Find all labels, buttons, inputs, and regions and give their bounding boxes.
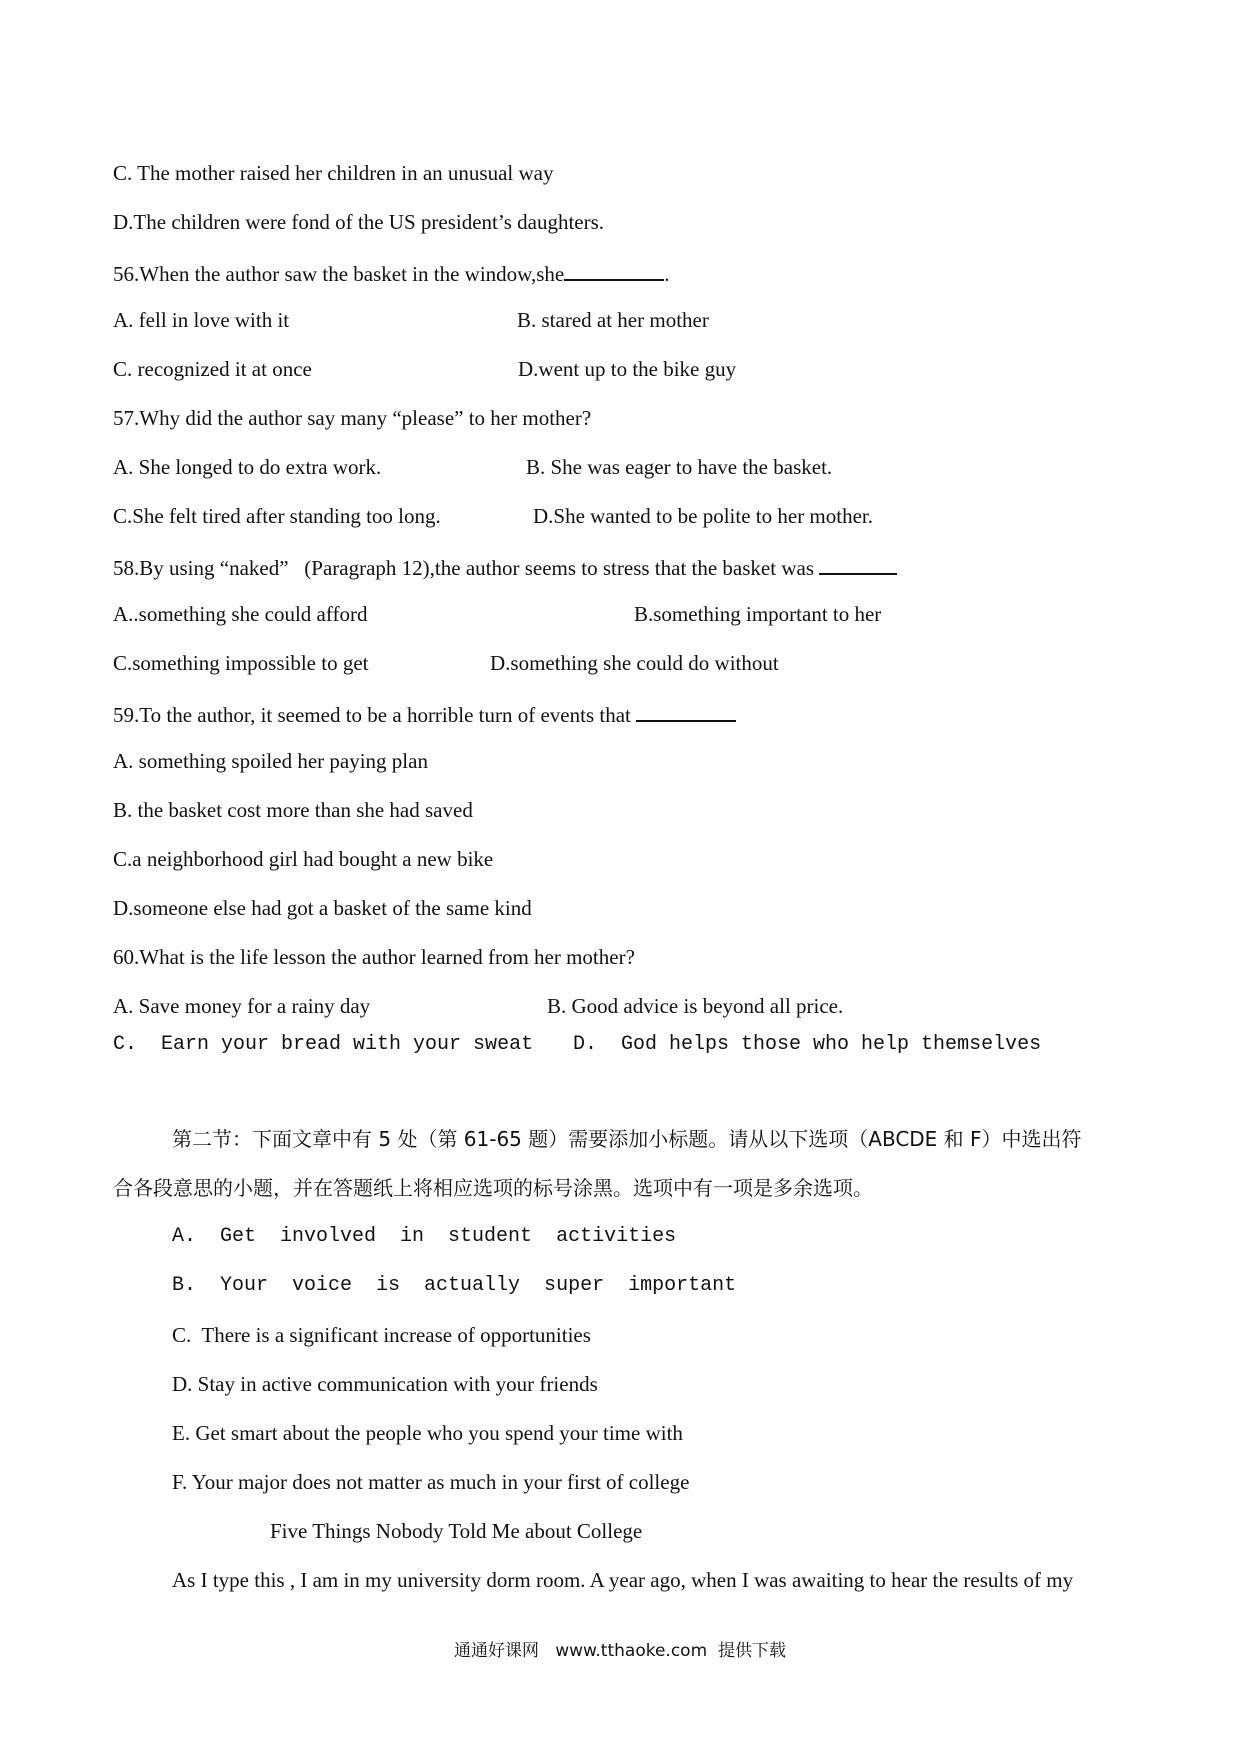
q58-stem-text: 58.By using “naked” (Paragraph 12),the author seems to stress that the basket was — [113, 556, 814, 580]
passage-paragraph-1: As I type this , I am in my university dorm room. A year ago, when I was awaiting to hear the results of my — [172, 1568, 1074, 1592]
page-footer: 通通好课网 www.tthaoke.com 提供下载 — [454, 1641, 786, 1661]
q57-option-b: B. She was eager to have the basket. — [526, 455, 833, 479]
q59-option-a: A. something spoiled her paying plan — [113, 749, 428, 773]
q56-stem-text: 56.When the author saw the basket in the window,she — [113, 262, 565, 286]
q57-stem: 57.Why did the author say many “please” to her mother? — [113, 406, 592, 430]
q55-option-d: D.The children were fond of the US president’s daughters. — [113, 210, 605, 234]
q59-answer-blank — [636, 702, 736, 722]
section2-instruction-line1: 第二节：下面文章中有 5 处（第 61-65 题）需要添加小标题。请从以下选项（ABCDE 和 F）中选出符 — [172, 1127, 1082, 1151]
q60-option-d: D. God helps those who help themselves — [573, 1033, 1042, 1056]
q56-option-a: A. fell in love with it — [113, 308, 290, 332]
q56-option-c: C. recognized it at once — [113, 357, 312, 381]
q56-stem — [113, 261, 669, 285]
q59-option-d: D.someone else had got a basket of the same kind — [113, 896, 532, 920]
q59-option-b: B. the basket cost more than she had saved — [113, 798, 473, 822]
q58-option-a: A..something she could afford — [113, 602, 368, 626]
q60-option-a: A. Save money for a rainy day — [113, 994, 371, 1018]
q58-answer-blank — [819, 555, 897, 575]
heading-option-a: A. Get involved in student activities — [172, 1225, 677, 1248]
q59-stem — [113, 702, 736, 726]
q56-option-d: D.went up to the bike guy — [518, 357, 737, 381]
q58-stem — [113, 555, 897, 579]
heading-option-b: B. Your voice is actually super important — [172, 1274, 737, 1297]
q56-stem-end: . — [664, 262, 670, 286]
q58-option-b: B.something important to her — [634, 602, 882, 626]
q58-option-d: D.something she could do without — [490, 651, 779, 675]
q59-option-c: C.a neighborhood girl had bought a new bike — [113, 847, 494, 871]
q57-option-c: C.She felt tired after standing too long. — [113, 504, 441, 528]
q59-stem-text: 59.To the author, it seemed to be a horrible turn of events that — [113, 703, 631, 727]
heading-option-d: D. Stay in active communication with your friends — [172, 1372, 598, 1396]
q55-option-c: C. The mother raised her children in an unusual way — [113, 161, 554, 185]
section2-instruction-line2: 合各段意思的小题，并在答题纸上将相应选项的标号涂黑。选项中有一项是多余选项。 — [113, 1176, 873, 1200]
q56-answer-blank — [564, 261, 664, 281]
q57-option-d: D.She wanted to be polite to her mother. — [533, 504, 874, 528]
passage-title: Five Things Nobody Told Me about College — [270, 1519, 643, 1543]
heading-option-f: F. Your major does not matter as much in your first of college — [172, 1470, 690, 1494]
heading-option-c: C. There is a significant increase of opportunities — [172, 1323, 591, 1347]
q60-stem: 60.What is the life lesson the author learned from her mother? — [113, 945, 635, 969]
q60-option-b: B. Good advice is beyond all price. — [547, 994, 844, 1018]
q57-option-a: A. She longed to do extra work. — [113, 455, 382, 479]
q56-option-b: B. stared at her mother — [517, 308, 709, 332]
heading-option-e: E. Get smart about the people who you spend your time with — [172, 1421, 683, 1445]
q60-option-c: C. Earn your bread with your sweat — [113, 1033, 534, 1056]
q58-option-c: C.something impossible to get — [113, 651, 369, 675]
